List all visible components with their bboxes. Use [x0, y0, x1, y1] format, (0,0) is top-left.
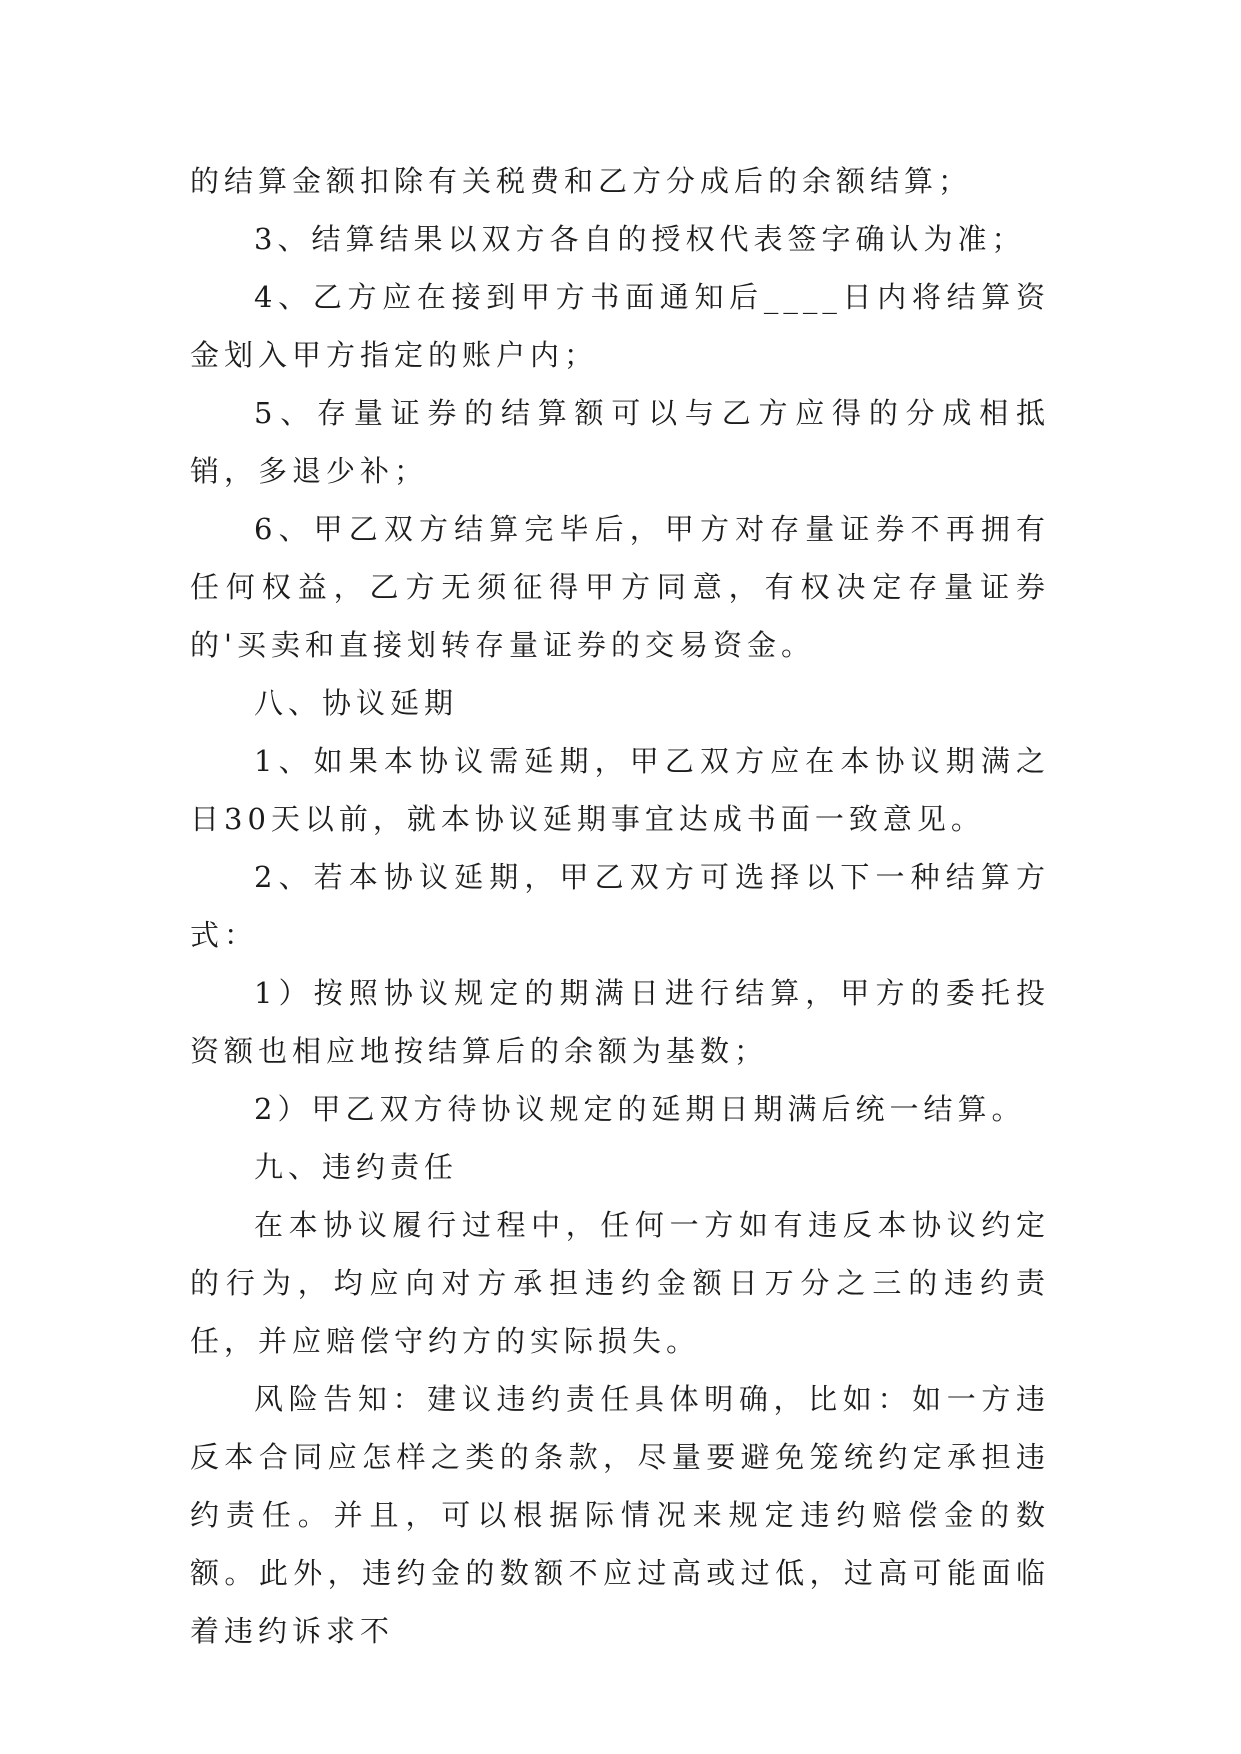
paragraph-breach-liability: 在本协议履行过程中，任何一方如有违反本协议约定的行为，均应向对方承担违约金额日万分之三的违约责任，并应赔偿守约方的实际损失。	[190, 1208, 1050, 1358]
paragraph-clause-4: 4、乙方应在接到甲方书面通知后____日内将结算资金划入甲方指定的账户内；	[190, 280, 1050, 372]
section-heading-breach: 九、违约责任	[254, 1150, 459, 1184]
section-heading-extension: 八、协议延期	[254, 686, 459, 720]
paragraph-clause-5: 5、存量证券的结算额可以与乙方应得的分成相抵销，多退少补；	[190, 396, 1050, 488]
paragraph-option-1: 1）按照协议规定的期满日进行结算，甲方的委托投资额也相应地按结算后的余额为基数；	[190, 976, 1050, 1068]
paragraph-extension-2: 2、若本协议延期，甲乙双方可选择以下一种结算方式：	[190, 860, 1050, 952]
paragraph-clause-3: 3、结算结果以双方各自的授权代表签字确认为准；	[254, 222, 1026, 256]
document-body	[190, 152, 1050, 1660]
paragraph-extension-1: 1、如果本协议需延期，甲乙双方应在本协议期满之日30天以前，就本协议延期事宜达成书面一致意见。	[190, 744, 1050, 836]
paragraph-risk-notice: 风险告知：建议违约责任具体明确，比如：如一方违反本合同应怎样之类的条款，尽量要避免笼统约定承担违约责任。并且，可以根据际情况来规定违约赔偿金的数额。此外，违约金的数额不应过高或过低，过高可能面临着违约诉求不	[190, 1382, 1050, 1648]
paragraph-clause-6: 6、甲乙双方结算完毕后，甲方对存量证券不再拥有任何权益，乙方无须征得甲方同意，有权决定存量证券的'买卖和直接划转存量证券的交易资金。	[190, 512, 1050, 662]
paragraph-option-2: 2）甲乙双方待协议规定的延期日期满后统一结算。	[254, 1092, 1026, 1126]
paragraph-settlement-balance: 的结算金额扣除有关税费和乙方分成后的余额结算；	[190, 164, 973, 198]
